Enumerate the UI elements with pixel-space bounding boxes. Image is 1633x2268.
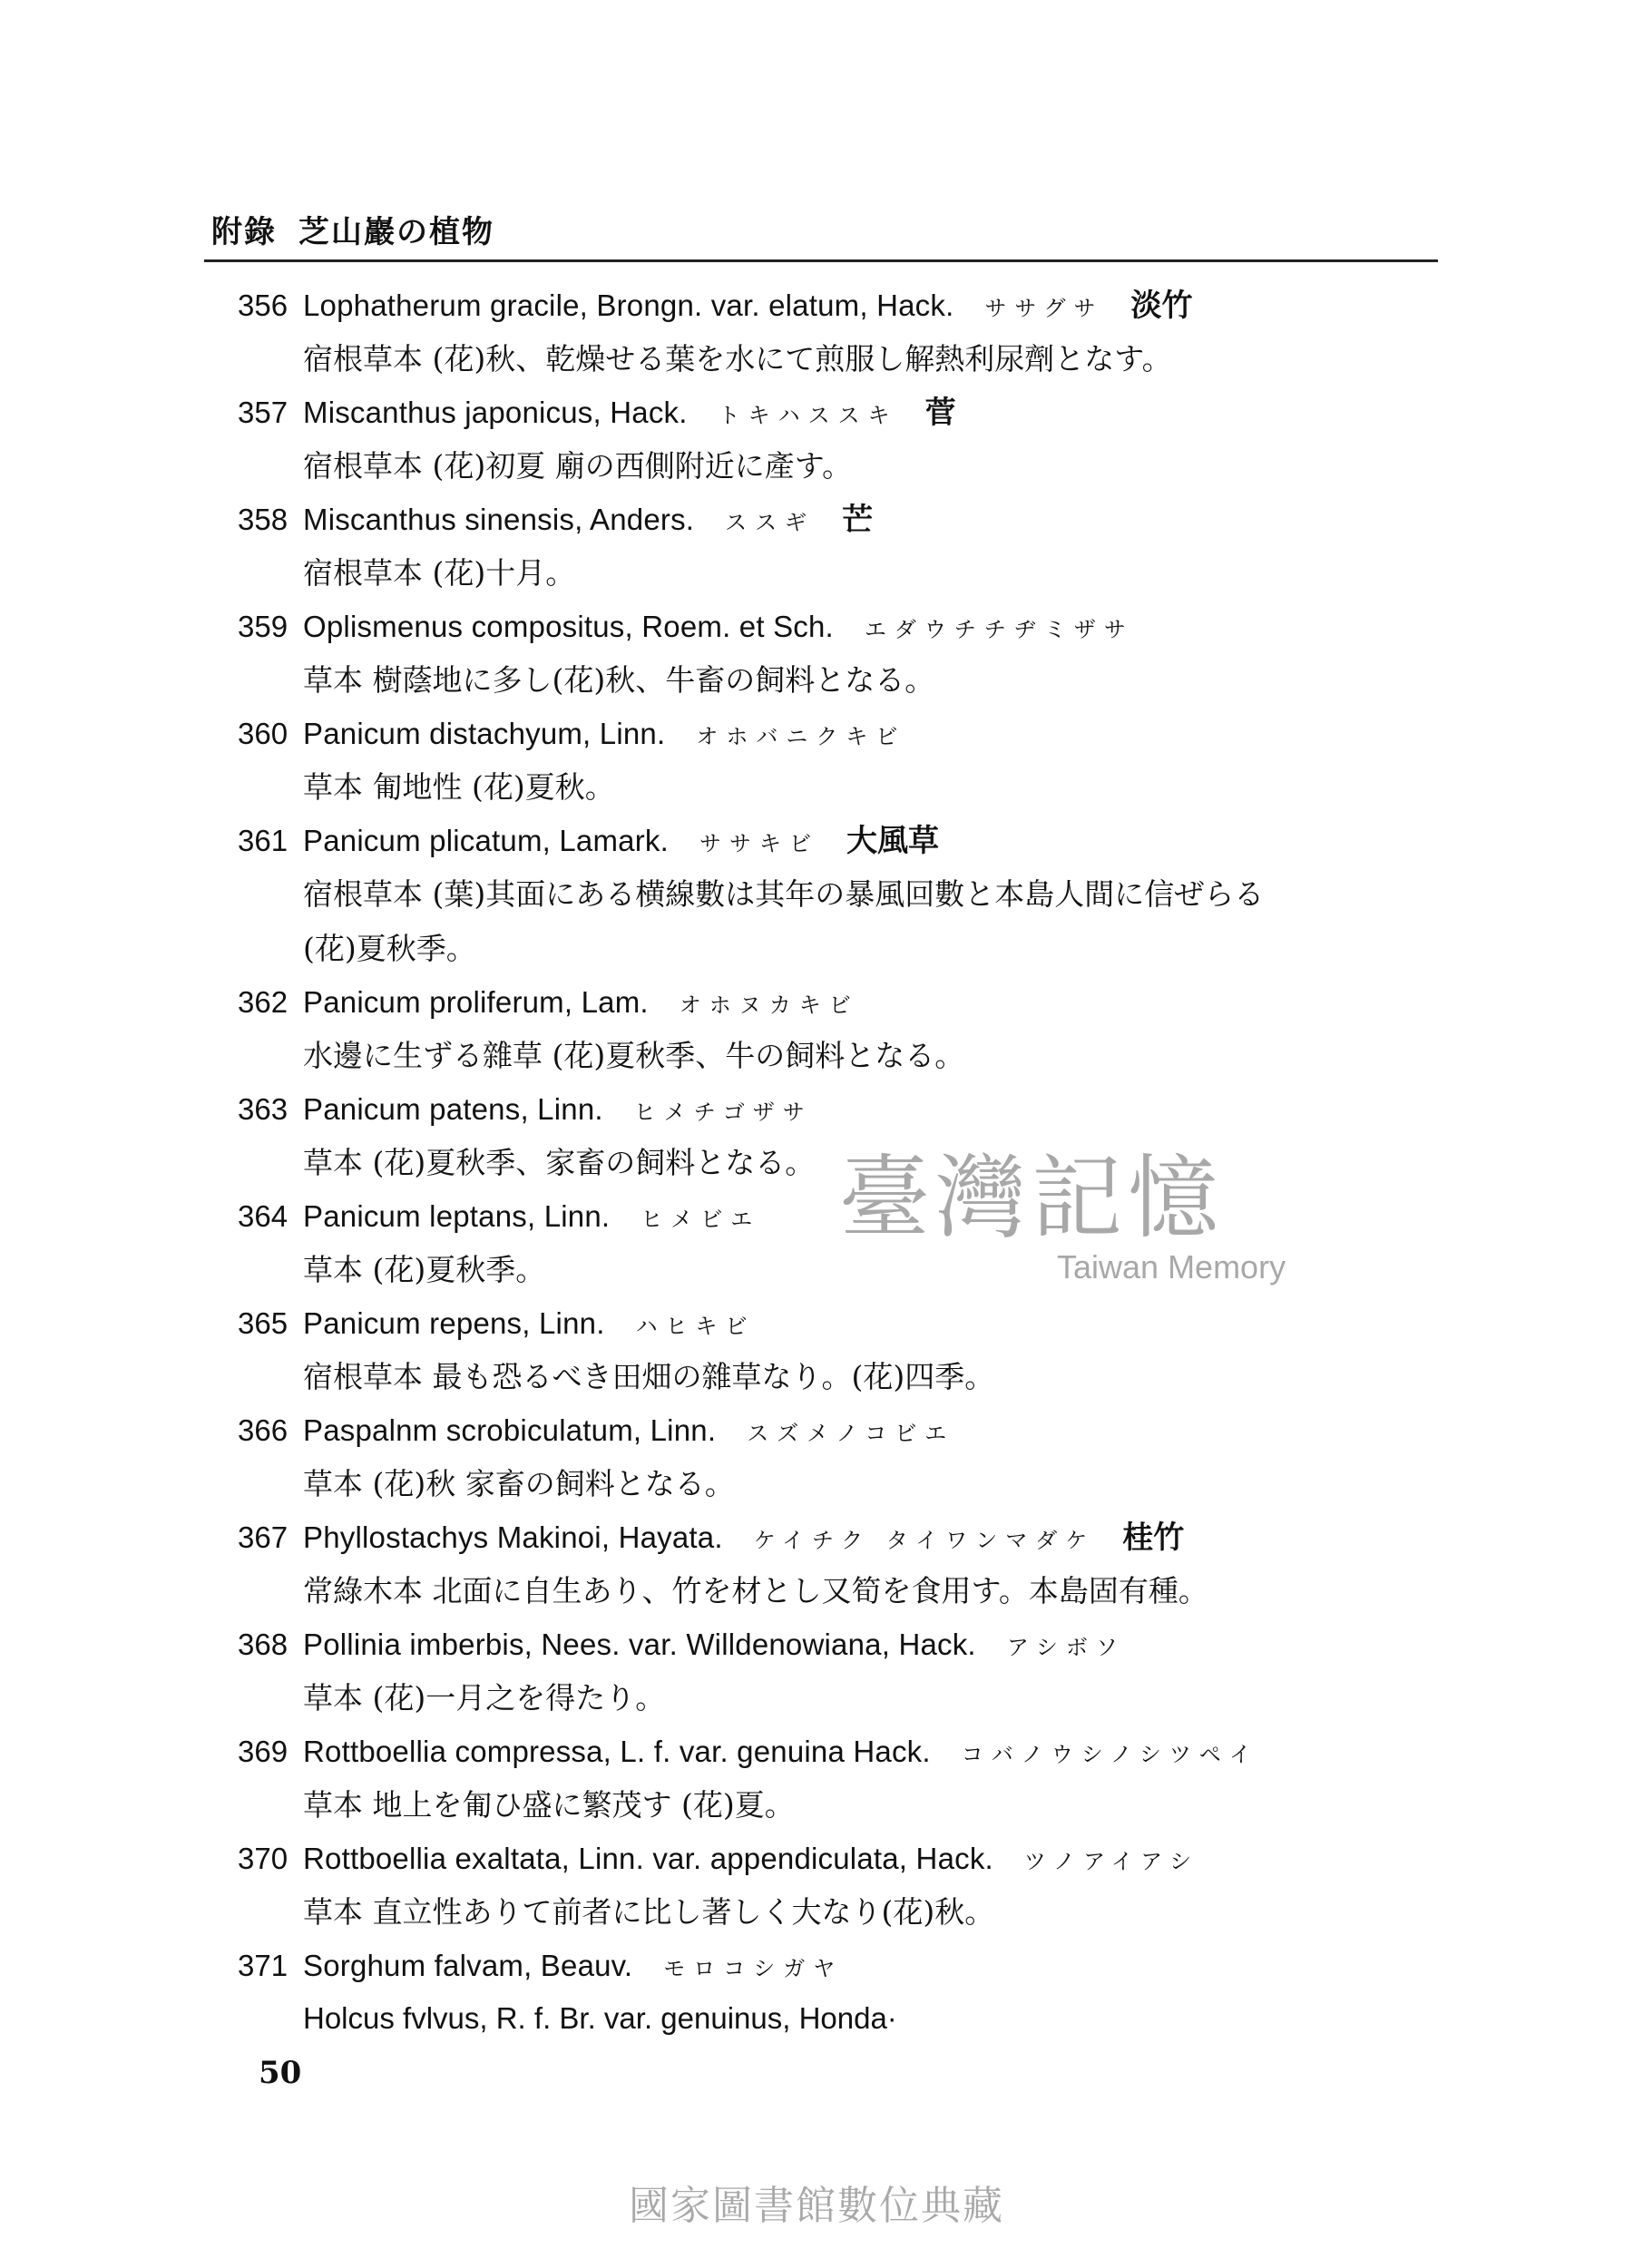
entry-description: 草本 (花)秋 家畜の飼料となる。	[303, 1466, 735, 1501]
entry-heading	[238, 279, 1472, 332]
entry-heading	[238, 1725, 1472, 1778]
plant-entry	[238, 1725, 1472, 1833]
japanese-name: ササグサ	[984, 296, 1104, 321]
japanese-name: アシボソ	[1006, 1635, 1126, 1660]
entry-number: 362	[238, 985, 288, 1019]
entry-heading	[238, 601, 1472, 653]
scientific-name: Lophatherum gracile, Brongn. var. elatum, Hack.	[303, 288, 954, 322]
header-section: 附錄	[211, 214, 277, 250]
plant-entry	[238, 1511, 1472, 1618]
header-rule	[204, 259, 1438, 262]
entry-description: 草本 (花)夏秋季。	[303, 1252, 546, 1287]
watermark	[839, 1125, 1286, 1286]
scientific-name: Panicum plicatum, Lamark.	[303, 824, 669, 857]
chinese-name: 淡竹	[1130, 288, 1193, 324]
plant-entry	[238, 279, 1472, 386]
chinese-name: 桂竹	[1122, 1520, 1185, 1556]
entry-heading	[238, 815, 1472, 867]
entry-number: 364	[238, 1199, 288, 1233]
scientific-name: Miscanthus sinensis, Anders.	[303, 503, 695, 536]
plant-entry	[238, 815, 1472, 976]
japanese-name: スズメノコビエ	[747, 1421, 955, 1446]
entry-number: 365	[238, 1306, 288, 1340]
entry-heading	[238, 1297, 1472, 1350]
watermark-english: Taiwan Memory	[1057, 1248, 1286, 1286]
entry-description: 宿根草本 (花)初夏 廟の西側附近に產す。	[303, 448, 853, 484]
plant-entry	[238, 1940, 1472, 2045]
entry-description: 水邊に生ずる雜草 (花)夏秋季、牛の飼料となる。	[303, 1038, 965, 1073]
entry-number: 367	[238, 1520, 288, 1554]
entry-heading	[238, 1940, 1472, 1992]
plant-entry	[238, 1297, 1472, 1404]
entry-heading	[238, 1404, 1472, 1457]
entry-description: 宿根草本 最も恐るべき田畑の雜草なり。(花)四季。	[303, 1359, 995, 1394]
entry-number: 363	[238, 1092, 288, 1126]
page-number: 50	[259, 2055, 302, 2091]
scientific-name: Phyllostachys Makinoi, Hayata.	[303, 1520, 723, 1554]
entry-number: 370	[238, 1842, 288, 1875]
entry-number: 366	[238, 1413, 288, 1447]
scientific-name: Paspalnm scrobiculatum, Linn.	[303, 1413, 717, 1447]
entry-heading	[238, 1511, 1472, 1564]
plant-entry	[238, 1833, 1472, 1940]
japanese-name: オホバニクキビ	[696, 724, 906, 749]
entry-number: 360	[238, 717, 288, 750]
entry-heading	[238, 976, 1472, 1029]
scientific-name: Sorghum falvam, Beauv.	[303, 1949, 633, 1982]
scientific-name: Panicum leptans, Linn.	[303, 1199, 611, 1233]
entry-number: 356	[238, 288, 288, 322]
entry-description: 宿根草本 (葉)其面にある横線數は其年の暴風回數と本島人間に信ぜらる	[303, 876, 1265, 912]
entry-description: 草本 直立性ありて前者に比し著しく大なり(花)秋。	[303, 1894, 995, 1930]
entry-number: 368	[238, 1628, 288, 1661]
plant-entry	[238, 601, 1472, 708]
entry-heading	[238, 1618, 1472, 1671]
entry-heading	[238, 494, 1472, 546]
entry-number: 371	[238, 1949, 288, 1982]
scientific-name: Panicum proliferum, Lam.	[303, 985, 649, 1019]
entry-number: 358	[238, 503, 288, 536]
japanese-name: モロコシガヤ	[663, 1956, 844, 1981]
plant-entry	[238, 494, 1472, 601]
japanese-name: ツノアイアシ	[1023, 1849, 1200, 1874]
japanese-name: ヒメチゴザサ	[633, 1100, 813, 1125]
entry-heading	[238, 1833, 1472, 1885]
running-header	[211, 207, 494, 251]
entry-number: 369	[238, 1735, 288, 1768]
scientific-name: Rottboellia exaltata, Linn. var. appendiculata, Hack.	[303, 1842, 993, 1875]
plant-entry	[238, 1404, 1472, 1511]
entry-heading	[238, 386, 1472, 439]
entry-number: 361	[238, 824, 288, 857]
scientific-name: Panicum patens, Linn.	[303, 1092, 603, 1126]
entry-description: 常綠木本 北面に自生あり、竹を材とし又筍を食用す。本島固有種。	[303, 1573, 1208, 1608]
scientific-name: Miscanthus japonicus, Hack.	[303, 396, 688, 429]
scientific-name: Pollinia imberbis, Nees. var. Willdenowiana, Hack.	[303, 1628, 976, 1661]
scientific-name: Panicum distachyum, Linn.	[303, 717, 666, 750]
entry-description: 草本 匍地性 (花)夏秋。	[303, 769, 615, 805]
plant-entry	[238, 708, 1472, 815]
entry-description: 草本 (花)一月之を得たり。	[303, 1680, 666, 1716]
japanese-name: ハヒキビ	[635, 1314, 756, 1339]
japanese-name: ササキビ	[699, 831, 819, 856]
entry-heading	[238, 708, 1472, 760]
chinese-name: 大風草	[846, 823, 939, 859]
entry-description: 宿根草本 (花)秋、乾燥せる葉を水にて煎服し解熱利尿劑となす。	[303, 341, 1172, 376]
entry-description: 草本 地上を匍ひ盛に繁茂す (花)夏。	[303, 1787, 795, 1823]
synonym-name: Holcus fvlvus, R. f. Br. var. genuinus, Honda·	[303, 2001, 897, 2035]
scientific-name: Oplismenus compositus, Roem. et Sch.	[303, 610, 834, 643]
japanese-name: オホヌカキビ	[679, 992, 859, 1018]
chinese-name: 菅	[924, 395, 956, 431]
plant-entry	[238, 1618, 1472, 1725]
chinese-name: 芒	[842, 502, 874, 538]
entry-description: 宿根草本 (花)十月。	[303, 555, 576, 591]
header-title: 芝山巖の植物	[298, 214, 494, 250]
japanese-name: ヒメビエ	[640, 1207, 761, 1232]
scientific-name: Rottboellia compressa, L. f. var. genuina Hack.	[303, 1735, 931, 1768]
watermark-chinese: 臺灣記憶	[839, 1145, 1224, 1251]
scientific-name: Panicum repens, Linn.	[303, 1306, 605, 1340]
entry-description: 草本 樹蔭地に多し(花)秋、牛畜の飼料となる。	[303, 662, 935, 698]
entry-number: 359	[238, 610, 288, 643]
japanese-name: ケイチク タイワンマダケ	[753, 1528, 1096, 1553]
entry-description: 草本 (花)夏秋季、家畜の飼料となる。	[303, 1145, 816, 1180]
plant-entry	[238, 386, 1472, 494]
japanese-name: エダウチチヂミザサ	[864, 617, 1134, 642]
entry-number: 357	[238, 396, 288, 429]
japanese-name: ススギ	[725, 510, 816, 535]
japanese-name: トキハススキ	[718, 403, 898, 428]
japanese-name: コバノウシノシツペイ	[961, 1742, 1259, 1767]
footer-attribution: 國家圖書館數位典藏	[629, 2183, 1004, 2229]
entry-description: (花)夏秋季。	[303, 931, 476, 966]
plant-entry	[238, 976, 1472, 1083]
